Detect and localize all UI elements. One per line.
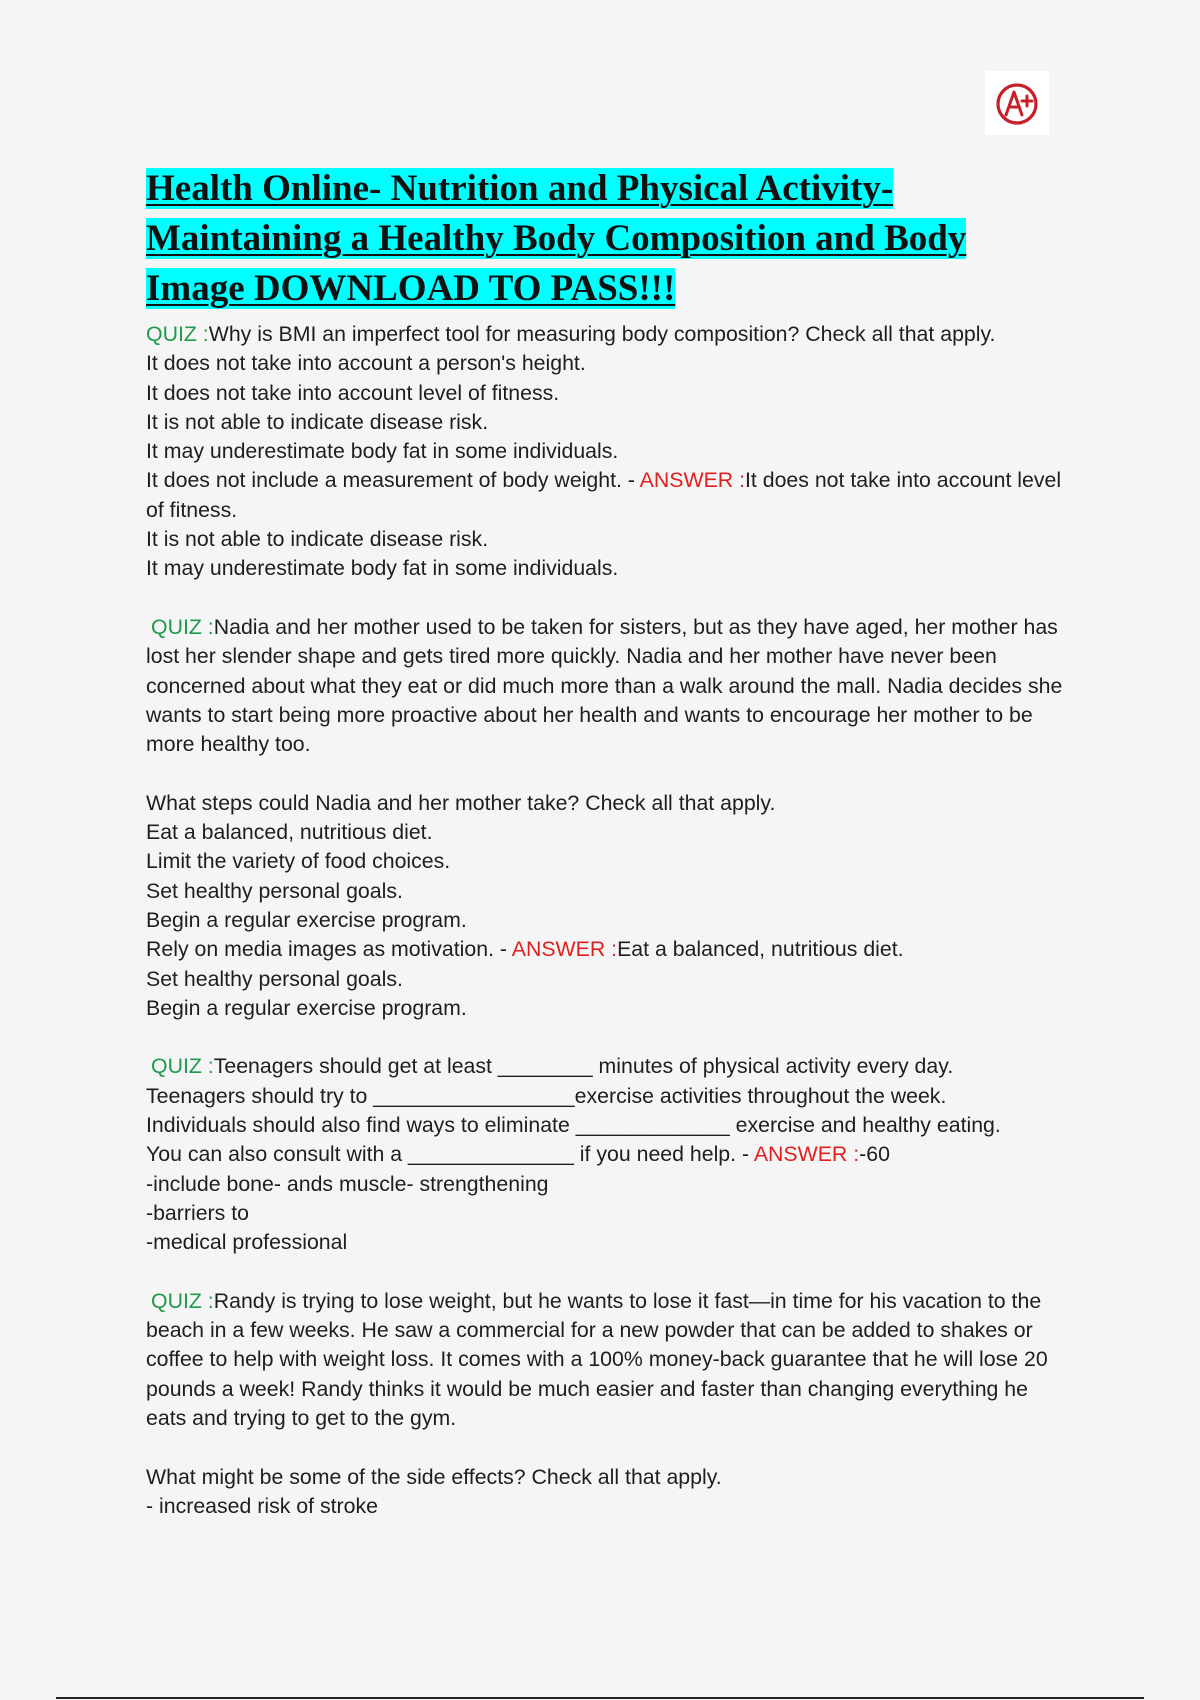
correct-answer: Begin a regular exercise program. bbox=[146, 995, 467, 1020]
quiz-label: QUIZ : bbox=[151, 1288, 214, 1313]
quiz-question: Teenagers should try to _________________exercise activities throughout the week. bbox=[146, 1083, 947, 1108]
answer-option: It may underestimate body fat in some individuals. bbox=[146, 439, 619, 464]
answer-option: - increased risk of stroke bbox=[146, 1493, 378, 1518]
answer-label: ANSWER : bbox=[753, 1142, 860, 1167]
quiz-scenario: Randy is trying to lose weight, but he wants to lose it fast—in time for his vacation to the beach in a few weeks. He saw a commercial for a new powder that can be added to shakes or coffee to help with weight loss. It comes with a 100% money-back guarantee that he will lose 20 pounds a week! Randy thinks it would be much easier and faster than changing everything he eats and trying to get to the gym. bbox=[146, 1288, 1048, 1430]
answer-option: It is not able to indicate disease risk. bbox=[146, 409, 489, 434]
answer-option: Begin a regular exercise program. bbox=[146, 907, 467, 932]
answer-option: Set healthy personal goals. bbox=[146, 878, 403, 903]
answer-option: It does not take into account level of fitness. bbox=[146, 380, 560, 405]
answer-option: It does not include a measurement of body weight. - bbox=[146, 468, 640, 493]
correct-answer: Set healthy personal goals. bbox=[146, 966, 403, 991]
page-bottom-rule bbox=[56, 1697, 1144, 1699]
quiz-question: What might be some of the side effects? Check all that apply. bbox=[146, 1464, 722, 1489]
quiz-question: Why is BMI an imperfect tool for measuring body composition? Check all that apply. bbox=[208, 322, 996, 346]
correct-answer: -medical professional bbox=[146, 1230, 348, 1255]
answer-option: It does not take into account a person's height. bbox=[146, 351, 586, 376]
quiz-question: What steps could Nadia and her mother take? Check all that apply. bbox=[146, 790, 776, 815]
quiz-question: Teenagers should get at least ________ minutes of physical activity every day. bbox=[213, 1054, 954, 1079]
quiz-label: QUIZ : bbox=[146, 322, 209, 346]
answer-label: ANSWER : bbox=[639, 468, 745, 493]
answer-option: Rely on media images as motivation. - bbox=[146, 937, 512, 962]
answer-option: Limit the variety of food choices. bbox=[146, 849, 451, 874]
quiz-section-3 bbox=[146, 1052, 1066, 1257]
correct-answer: -60 bbox=[859, 1142, 890, 1167]
quiz-section-4 bbox=[146, 1287, 1066, 1521]
a-plus-grade-icon bbox=[985, 71, 1049, 135]
quiz-section-1 bbox=[146, 320, 1066, 584]
correct-answer: -include bone- ands muscle- strengthening bbox=[146, 1171, 549, 1196]
correct-answer: It does not take into account level of fitness. bbox=[146, 468, 1062, 522]
correct-answer: It is not able to indicate disease risk. bbox=[146, 527, 489, 552]
answer-label: ANSWER : bbox=[511, 937, 618, 962]
quiz-label: QUIZ : bbox=[151, 614, 214, 639]
quiz-question: Individuals should also find ways to eliminate _____________ exercise and healthy eating. bbox=[146, 1113, 1001, 1138]
correct-answer: Eat a balanced, nutritious diet. bbox=[617, 937, 904, 962]
correct-answer: -barriers to bbox=[146, 1200, 249, 1225]
correct-answer: It may underestimate body fat in some individuals. bbox=[146, 556, 619, 581]
document-title: Health Online- Nutrition and Physical Activity- Maintaining a Healthy Body Composition and Body Image DOWNLOAD TO PASS!!! bbox=[146, 168, 967, 309]
quiz-question: You can also consult with a ______________ if you need help. - bbox=[146, 1142, 754, 1167]
quiz-label: QUIZ : bbox=[151, 1054, 214, 1079]
quiz-scenario: Nadia and her mother used to be taken for sisters, but as they have aged, her mother has lost her slender shape and gets tired more quickly. Nadia and her mother have never been concerned about what they eat or did much more than a walk around the mall. Nadia decides she wants to start being more proactive about her health and wants to encourage her mother to be more healthy too. bbox=[146, 614, 1063, 757]
answer-option: Eat a balanced, nutritious diet. bbox=[146, 820, 433, 845]
quiz-section-2 bbox=[146, 613, 1066, 1023]
document-body bbox=[146, 164, 1066, 1521]
